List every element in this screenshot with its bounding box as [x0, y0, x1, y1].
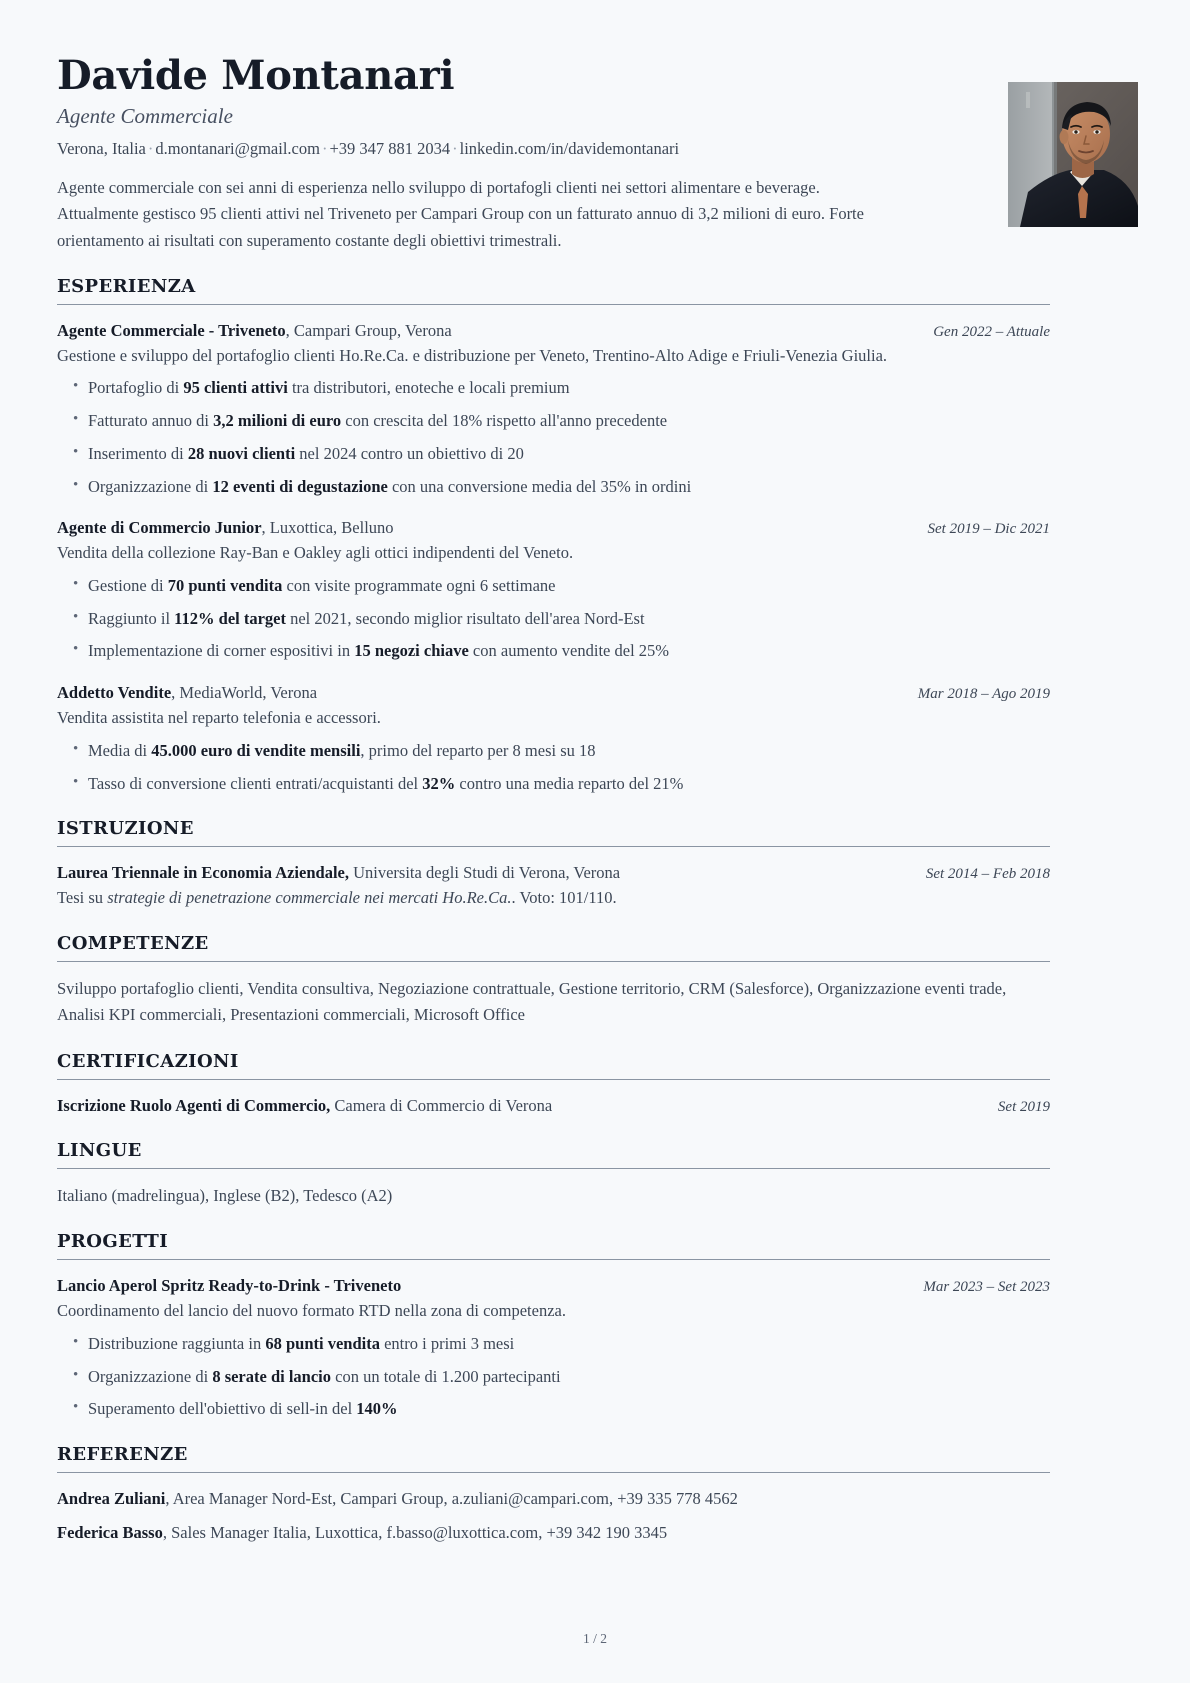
bullet-pre: Portafoglio di — [88, 378, 184, 398]
reference-entry — [57, 1521, 1050, 1546]
section-rule-experience — [57, 304, 1050, 305]
bullet-pre: Inserimento di — [88, 443, 188, 463]
project-summary: Coordinamento del lancio del nuovo formato RTD nella zona di competenza. — [57, 1301, 566, 1321]
section-languages — [57, 1140, 1050, 1209]
bullet-post: entro i primi 3 mesi — [379, 1333, 515, 1353]
entry-header — [57, 861, 1050, 885]
certification-issuer: Camera di Commercio di Verona — [330, 1095, 553, 1115]
section-title-skills: COMPETENZE — [57, 933, 209, 955]
section-rule-languages — [57, 1168, 1050, 1169]
bullet-pre: Fatturato annuo di — [88, 411, 214, 431]
thesis-line — [57, 886, 1050, 911]
bullet-post: nel 2021, secondo miglior risultato dell'area Nord-Est — [285, 608, 645, 628]
job-summary: Gestione e sviluppo del portafoglio clienti Ho.Re.Ca. e distribuzione per Veneto, Trentino-Alto Adige e Friuli-Venezia Giulia. — [57, 345, 888, 365]
entry-header — [57, 319, 1050, 343]
experience-entry — [57, 681, 1050, 796]
resume-header — [57, 52, 1050, 254]
page-footer: 1 / 2 — [582, 1631, 607, 1646]
job-company: , MediaWorld, Verona — [171, 683, 318, 703]
education-entry — [57, 861, 1050, 911]
section-certifications — [57, 1051, 1050, 1118]
candidate-headline: Agente Commerciale — [57, 104, 233, 129]
entry-header — [57, 1274, 1050, 1298]
job-summary: Vendita assistita nel reparto telefonia e accessori. — [57, 708, 381, 728]
bullet-highlight: 8 serate di lancio — [212, 1366, 332, 1386]
job-company: , Luxottica, Belluno — [261, 518, 394, 538]
reference-name: Federica Basso — [57, 1522, 163, 1542]
bullet-highlight: 112% del target — [174, 608, 286, 628]
list-item — [57, 1332, 1050, 1357]
job-bullets — [57, 574, 1050, 664]
certification-entry — [57, 1094, 1050, 1118]
bullet-highlight: 70 punti vendita — [167, 575, 283, 595]
degree-name: Laurea Triennale in Economia Aziendale, — [57, 863, 349, 883]
section-title-certifications: CERTIFICAZIONI — [57, 1050, 239, 1072]
bullet-highlight: 12 eventi di degustazione — [212, 476, 388, 496]
skills-list: Sviluppo portafoglio clienti, Vendita consultiva, Negoziazione contrattuale, Gestione territorio, CRM (Salesforce), Organizzazione eventi trade, Analisi KPI commerciali, Presentazioni commerciali, Microsoft Office — [57, 979, 1007, 1025]
job-role: Agente Commerciale - Triveneto — [57, 320, 286, 340]
reference-name: Andrea Zuliani — [57, 1489, 166, 1509]
section-title-education: ISTRUZIONE — [57, 818, 194, 840]
job-bullets — [57, 739, 1050, 797]
contact-separator-2: · — [321, 139, 328, 159]
bullet-highlight: 45.000 euro di vendite mensili — [151, 740, 361, 760]
thesis-prefix: Tesi su — [57, 888, 108, 908]
contact-email[interactable]: d.montanari@gmail.com — [155, 139, 320, 159]
bullet-pre: Raggiunto il — [88, 608, 175, 628]
job-date: Set 2019 – Dic 2021 — [927, 521, 1050, 538]
section-rule-certifications — [57, 1079, 1050, 1080]
certification-date: Set 2019 — [997, 1098, 1050, 1115]
list-item — [57, 1397, 1050, 1422]
bullet-pre: Organizzazione di — [88, 1366, 213, 1386]
project-date: Mar 2023 – Set 2023 — [923, 1279, 1050, 1296]
job-role: Agente di Commercio Junior — [57, 518, 262, 538]
job-date: Gen 2022 – Attuale — [933, 323, 1050, 340]
professional-summary: Agente commerciale con sei anni di esperienza nello sviluppo di portafogli clienti nei settori alimentare e beverage. Attualmente gestisco 95 clienti attivi nel Triveneto per Campari Group con un fatturato annuo di 3,2 milioni di euro. Forte orientamento ai risultati con superamento costante degli obiettivi trimestrali. — [57, 178, 864, 250]
entry-title — [57, 861, 910, 885]
languages-list: Italiano (madrelingua), Inglese (B2), Tedesco (A2) — [57, 1185, 393, 1205]
candidate-name: Davide Montanari — [57, 52, 455, 99]
institution-name: Universita degli Studi di Verona, Verona — [348, 863, 621, 883]
thesis-title: strategie di penetrazione commerciale nei mercati Ho.Re.Ca. — [107, 888, 512, 908]
entry-title — [57, 319, 917, 343]
contact-location: Verona, Italia — [57, 139, 146, 159]
section-title-references: REFERENZE — [57, 1444, 188, 1466]
reference-details: , Sales Manager Italia, Luxottica, f.basso@luxottica.com, +39 342 190 3345 — [162, 1522, 668, 1542]
section-rule-references — [57, 1472, 1050, 1473]
bullet-highlight: 95 clienti attivi — [183, 378, 288, 398]
entry-title — [57, 1274, 907, 1298]
bullet-pre: Implementazione di corner espositivi in — [88, 641, 355, 661]
section-title-experience: ESPERIENZA — [57, 275, 196, 297]
bullet-pre: Gestione di — [88, 575, 168, 595]
entry-title — [57, 516, 912, 540]
reference-details: , Area Manager Nord-Est, Campari Group, a.zuliani@campari.com, +39 335 778 4562 — [165, 1489, 738, 1509]
experience-entry — [57, 516, 1050, 664]
section-skills — [57, 933, 1050, 1029]
entry-title — [57, 681, 902, 705]
list-item — [57, 376, 1050, 401]
entry-header — [57, 1094, 1050, 1118]
contact-linkedin[interactable]: linkedin.com/in/davidemontanari — [459, 139, 680, 159]
bullet-pre: Tasso di conversione clienti entrati/acquistanti del — [88, 773, 423, 793]
list-item — [57, 739, 1050, 764]
bullet-post: contro una media reparto del 21% — [455, 773, 684, 793]
bullet-post: con crescita del 18% rispetto all'anno precedente — [341, 411, 668, 431]
bullet-highlight: 140% — [356, 1399, 398, 1419]
project-entry — [57, 1274, 1050, 1422]
contact-line — [57, 137, 900, 161]
contact-phone[interactable]: +39 347 881 2034 — [329, 139, 451, 159]
bullet-highlight: 28 nuovi clienti — [187, 443, 296, 463]
list-item — [57, 772, 1050, 797]
bullet-post: , primo del reparto per 8 mesi su 18 — [360, 740, 596, 760]
list-item — [57, 475, 1050, 500]
section-references — [57, 1444, 1050, 1546]
section-title-projects: PROGETTI — [57, 1231, 169, 1253]
bullet-pre: Media di — [88, 740, 152, 760]
list-item — [57, 574, 1050, 599]
reference-entry — [57, 1487, 1050, 1512]
bullet-post: tra distributori, enoteche e locali premium — [287, 378, 570, 398]
bullet-pre: Superamento dell'obiettivo di sell-in del — [88, 1399, 357, 1419]
section-projects — [57, 1231, 1050, 1422]
list-item — [57, 1365, 1050, 1390]
job-summary: Vendita della collezione Ray-Ban e Oakley agli ottici indipendenti del Veneto. — [57, 543, 574, 563]
list-item — [57, 409, 1050, 434]
bullet-post: con una conversione media del 35% in ordini — [387, 476, 692, 496]
bullet-highlight: 15 negozi chiave — [354, 641, 469, 661]
bullet-post: con un totale di 1.200 partecipanti — [331, 1366, 561, 1386]
entry-header — [57, 516, 1050, 540]
profile-photo — [1008, 82, 1138, 227]
contact-separator-1: · — [147, 139, 154, 159]
section-rule-education — [57, 846, 1050, 847]
job-company: , Campari Group, Verona — [285, 320, 452, 340]
job-date: Mar 2018 – Ago 2019 — [917, 686, 1050, 703]
section-rule-projects — [57, 1259, 1050, 1260]
bullet-highlight: 3,2 milioni di euro — [213, 411, 342, 431]
bullet-highlight: 68 punti vendita — [265, 1333, 380, 1353]
bullet-pre: Organizzazione di — [88, 476, 213, 496]
contact-separator-3: · — [452, 139, 458, 159]
bullet-pre: Distribuzione raggiunta in — [88, 1333, 266, 1353]
education-date: Set 2014 – Feb 2018 — [925, 866, 1050, 883]
list-item — [57, 639, 1050, 664]
thesis-grade: . Voto: 101/110. — [511, 888, 617, 908]
bullet-post: con aumento vendite del 25% — [468, 641, 670, 661]
project-bullets — [57, 1332, 1050, 1422]
entry-header — [57, 681, 1050, 705]
section-title-languages: LINGUE — [57, 1139, 142, 1161]
job-bullets — [57, 376, 1050, 499]
list-item — [57, 442, 1050, 467]
project-name: Lancio Aperol Spritz Ready-to-Drink - Triveneto — [57, 1276, 402, 1296]
section-experience — [57, 276, 1050, 797]
experience-entry — [57, 319, 1050, 500]
section-education — [57, 818, 1050, 911]
list-item — [57, 607, 1050, 632]
bullet-highlight: 32% — [422, 773, 456, 793]
section-rule-skills — [57, 961, 1050, 962]
job-role: Addetto Vendite — [57, 683, 172, 703]
bullet-post: nel 2024 contro un obiettivo di 20 — [295, 443, 524, 463]
bullet-post: con visite programmate ogni 6 settimane — [282, 575, 556, 595]
certification-name: Iscrizione Ruolo Agenti di Commercio, — [57, 1095, 331, 1115]
entry-title — [57, 1094, 982, 1118]
